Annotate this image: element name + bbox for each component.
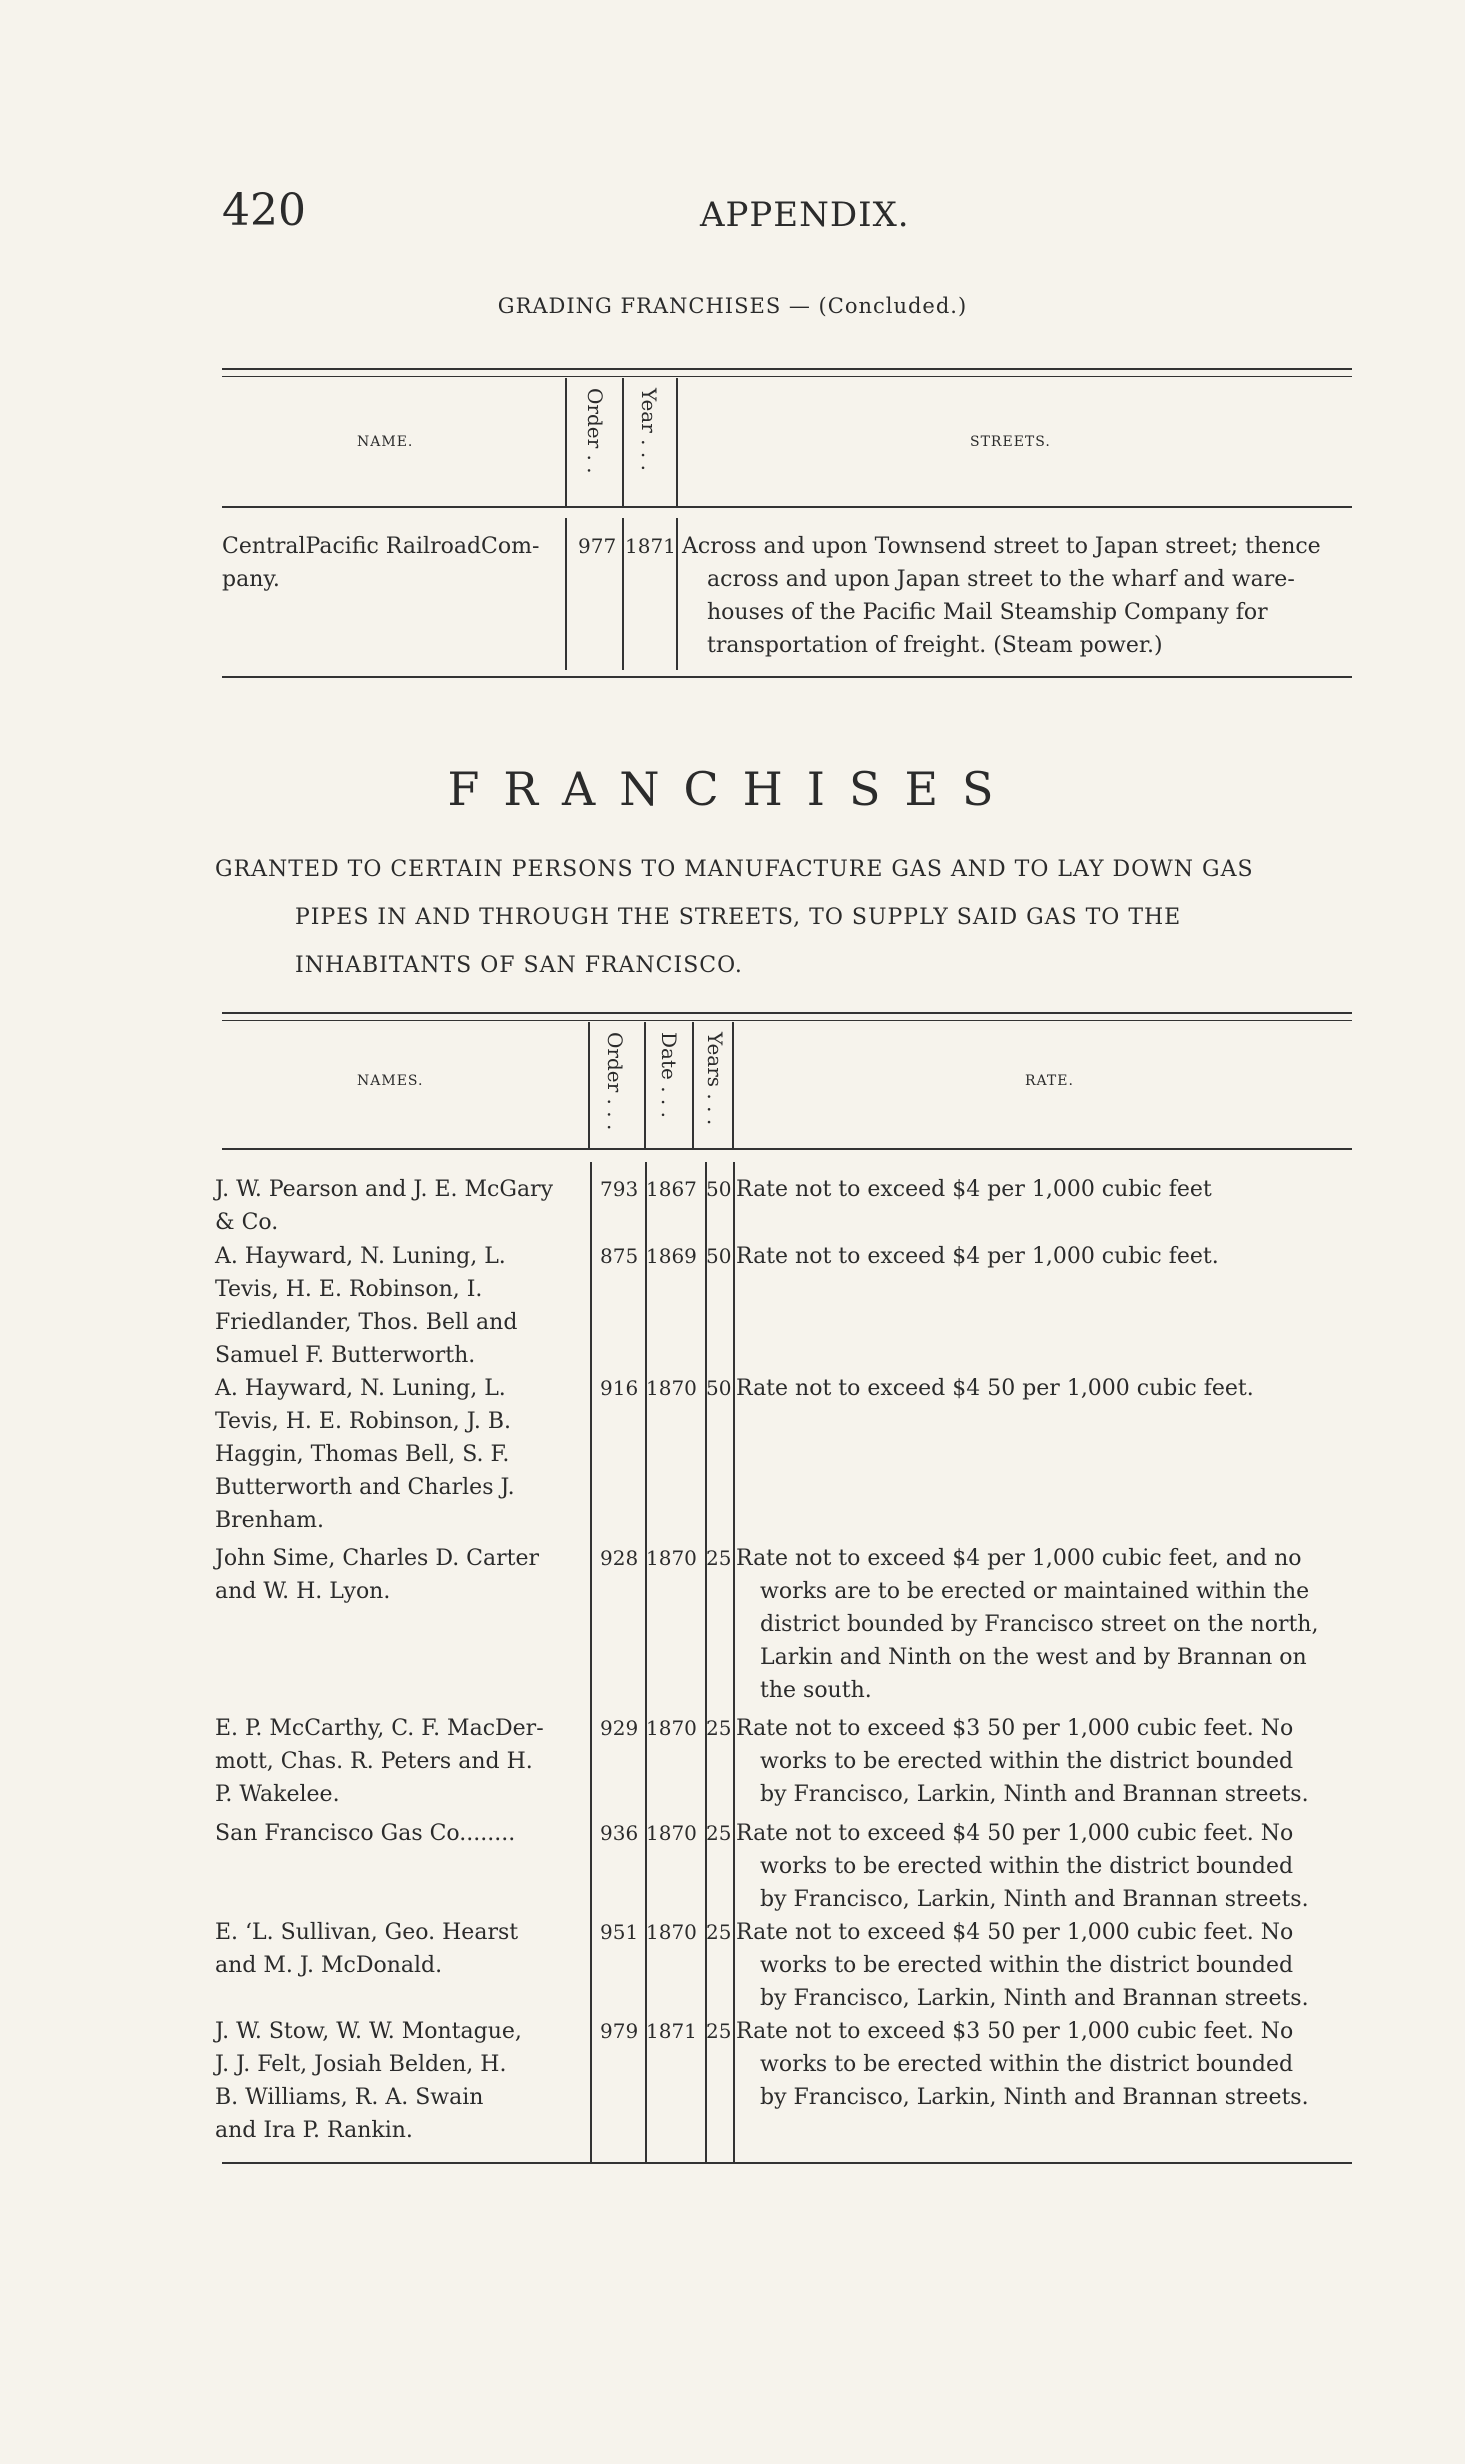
rate-line: Rate not to exceed $4 50 per 1,000 cubic feet. No xyxy=(736,1920,1294,1945)
franchise-row-names xyxy=(215,1372,587,1537)
column-divider xyxy=(645,1162,647,2162)
intro-line: INHABITANTS OF SAN FRANCISCO. xyxy=(295,953,743,978)
franchise-row-date: 1871 xyxy=(646,2019,697,2043)
header-order: Order . . . xyxy=(603,1032,627,1131)
table-top-rule xyxy=(222,368,1352,370)
franchise-row-date: 1870 xyxy=(646,1376,697,1400)
table-top-rule xyxy=(222,1012,1352,1014)
grading-section-title: GRADING FRANCHISES — (Concluded.) xyxy=(497,294,968,318)
name-line: E. ‘L. Sullivan, Geo. Hearst xyxy=(215,1920,519,1945)
franchises-intro xyxy=(215,846,1365,990)
grading-row-year: 1871 xyxy=(625,534,676,558)
header-rate: RATE. xyxy=(1025,1073,1074,1089)
header-streets: STREETS. xyxy=(970,434,1051,450)
name-line: CentralPacific RailroadCom- xyxy=(222,534,540,559)
rate-line: Rate not to exceed $4 per 1,000 cubic feet xyxy=(736,1177,1212,1202)
header-rule xyxy=(222,506,1352,508)
name-line: Butterworth and Charles J. xyxy=(215,1475,515,1500)
name-line: A. Hayward, N. Luning, L. xyxy=(215,1244,506,1269)
rate-line: Rate not to exceed $4 50 per 1,000 cubic feet. xyxy=(736,1376,1254,1401)
column-divider xyxy=(692,1022,694,1148)
franchise-row-rate xyxy=(736,1240,1376,1273)
rate-line: Rate not to exceed $3 50 per 1,000 cubic feet. No xyxy=(736,1716,1294,1741)
franchise-row-rate xyxy=(736,2015,1376,2114)
grading-row-name xyxy=(222,530,562,596)
rate-line: works are to be erected or maintained within the xyxy=(760,1579,1310,1604)
rate-line: Rate not to exceed $4 50 per 1,000 cubic feet. No xyxy=(736,1821,1294,1846)
franchise-row-rate xyxy=(736,1542,1376,1707)
franchise-row-years: 25 xyxy=(706,2019,732,2043)
name-line: Tevis, H. E. Robinson, J. B. xyxy=(215,1409,511,1434)
name-line: A. Hayward, N. Luning, L. xyxy=(215,1376,506,1401)
grading-row-order: 977 xyxy=(578,534,617,558)
rate-line: district bounded by Francisco street on the north, xyxy=(760,1612,1319,1637)
rate-line: by Francisco, Larkin, Ninth and Brannan streets. xyxy=(760,1887,1309,1912)
table-bottom-rule xyxy=(222,2162,1352,2164)
table-bottom-rule xyxy=(222,676,1352,678)
column-divider xyxy=(588,1022,590,1148)
franchise-row-rate xyxy=(736,1817,1376,1916)
rate-line: works to be erected within the district bounded xyxy=(760,1749,1294,1774)
name-line: Friedlander, Thos. Bell and xyxy=(215,1310,518,1335)
name-line: and M. J. McDonald. xyxy=(215,1953,443,1978)
franchise-row-names xyxy=(215,1916,587,1982)
franchise-row-rate xyxy=(736,1712,1376,1811)
table-top-rule xyxy=(222,1020,1352,1021)
rate-line: Rate not to exceed $3 50 per 1,000 cubic feet. No xyxy=(736,2019,1294,2044)
franchise-row-date: 1870 xyxy=(646,1821,697,1845)
franchise-row-years: 25 xyxy=(706,1546,732,1570)
running-head: APPENDIX. xyxy=(700,195,910,235)
franchise-row-rate xyxy=(736,1916,1376,2015)
streets-line: houses of the Pacific Mail Steamship Company for xyxy=(707,600,1268,625)
name-line: Tevis, H. E. Robinson, I. xyxy=(215,1277,483,1302)
name-line: & Co. xyxy=(215,1210,279,1235)
intro-line: PIPES IN AND THROUGH THE STREETS, TO SUPPLY SAID GAS TO THE xyxy=(295,905,1182,930)
name-line: and W. H. Lyon. xyxy=(215,1579,391,1604)
franchise-row-rate xyxy=(736,1372,1376,1405)
name-line: mott, Chas. R. Peters and H. xyxy=(215,1749,533,1774)
franchise-row-order: 793 xyxy=(600,1177,639,1201)
rate-line: Rate not to exceed $4 per 1,000 cubic feet. xyxy=(736,1244,1219,1269)
franchise-row-years: 25 xyxy=(706,1920,732,1944)
franchise-row-rate xyxy=(736,1173,1376,1206)
franchise-row-order: 875 xyxy=(600,1244,639,1268)
rate-line: Larkin and Ninth on the west and by Brannan on xyxy=(760,1645,1307,1670)
rate-line: works to be erected within the district bounded xyxy=(760,2052,1294,2077)
franchise-row-order: 928 xyxy=(600,1546,639,1570)
header-names: NAMES. xyxy=(357,1073,424,1089)
franchise-row-names xyxy=(215,1240,587,1372)
name-line: Brenham. xyxy=(215,1508,325,1533)
franchise-row-years: 25 xyxy=(706,1716,732,1740)
header-date: Date . . . xyxy=(657,1032,681,1118)
name-line: J. J. Felt, Josiah Belden, H. xyxy=(215,2052,507,2077)
column-divider xyxy=(622,378,624,506)
page-number: 420 xyxy=(222,185,306,236)
rate-line: the south. xyxy=(760,1678,872,1703)
header-rule xyxy=(222,1148,1352,1150)
intro-line: GRANTED TO CERTAIN PERSONS TO MANUFACTURE GAS AND TO LAY DOWN GAS xyxy=(215,857,1254,882)
name-line: Haggin, Thomas Bell, S. F. xyxy=(215,1442,510,1467)
name-line: E. P. McCarthy, C. F. MacDer- xyxy=(215,1716,544,1741)
franchise-row-names xyxy=(215,1173,587,1239)
streets-line: across and upon Japan street to the wharf and ware- xyxy=(707,567,1295,592)
streets-line: Across and upon Townsend street to Japan street; thence xyxy=(682,534,1321,559)
franchise-row-names xyxy=(215,1817,587,1850)
franchises-title: FRANCHISES xyxy=(447,762,1018,816)
column-divider xyxy=(622,518,624,670)
franchise-row-date: 1870 xyxy=(646,1716,697,1740)
name-line: John Sime, Charles D. Carter xyxy=(215,1546,540,1571)
name-line: B. Williams, R. A. Swain xyxy=(215,2085,484,2110)
header-name: NAME. xyxy=(357,434,414,450)
franchise-row-order: 951 xyxy=(600,1920,639,1944)
franchise-row-order: 929 xyxy=(600,1716,639,1740)
column-divider xyxy=(565,518,567,670)
rate-line: by Francisco, Larkin, Ninth and Brannan streets. xyxy=(760,1986,1309,2011)
rate-line: by Francisco, Larkin, Ninth and Brannan streets. xyxy=(760,2085,1309,2110)
franchise-row-years: 25 xyxy=(706,1821,732,1845)
franchise-row-order: 936 xyxy=(600,1821,639,1845)
franchise-row-date: 1870 xyxy=(646,1546,697,1570)
column-divider xyxy=(732,1022,734,1148)
franchise-row-names xyxy=(215,1712,587,1811)
franchise-row-years: 50 xyxy=(706,1244,732,1268)
franchise-row-date: 1867 xyxy=(646,1177,697,1201)
column-divider xyxy=(733,1162,735,2162)
streets-line: transportation of freight. (Steam power.) xyxy=(707,633,1163,658)
franchise-row-date: 1869 xyxy=(646,1244,697,1268)
franchise-row-years: 50 xyxy=(706,1177,732,1201)
column-divider xyxy=(590,1162,592,2162)
column-divider xyxy=(565,378,567,506)
column-divider xyxy=(705,1162,707,2162)
rate-line: works to be erected within the district bounded xyxy=(760,1953,1294,1978)
header-years: Years . . . xyxy=(703,1032,727,1126)
grading-row-streets xyxy=(682,530,1372,662)
name-line: and Ira P. Rankin. xyxy=(215,2118,413,2143)
name-line: San Francisco Gas Co........ xyxy=(215,1821,516,1846)
name-line: J. W. Stow, W. W. Montague, xyxy=(215,2019,522,2044)
rate-line: Rate not to exceed $4 per 1,000 cubic feet, and no xyxy=(736,1546,1302,1571)
rate-line: by Francisco, Larkin, Ninth and Brannan streets. xyxy=(760,1782,1309,1807)
column-divider xyxy=(676,518,678,670)
name-line: J. W. Pearson and J. E. McGary xyxy=(215,1177,554,1202)
column-divider xyxy=(644,1022,646,1148)
franchise-row-order: 979 xyxy=(600,2019,639,2043)
rate-line: works to be erected within the district bounded xyxy=(760,1854,1294,1879)
franchise-row-years: 50 xyxy=(706,1376,732,1400)
header-order: Order . . xyxy=(583,388,607,474)
table-top-rule xyxy=(222,376,1352,377)
name-line: P. Wakelee. xyxy=(215,1782,340,1807)
franchise-row-order: 916 xyxy=(600,1376,639,1400)
name-line: pany. xyxy=(222,567,280,592)
name-line: Samuel F. Butterworth. xyxy=(215,1343,476,1368)
franchise-row-date: 1870 xyxy=(646,1920,697,1944)
franchise-row-names xyxy=(215,1542,587,1608)
column-divider xyxy=(676,378,678,506)
header-year: Year . . . xyxy=(637,388,661,471)
franchise-row-names xyxy=(215,2015,587,2147)
